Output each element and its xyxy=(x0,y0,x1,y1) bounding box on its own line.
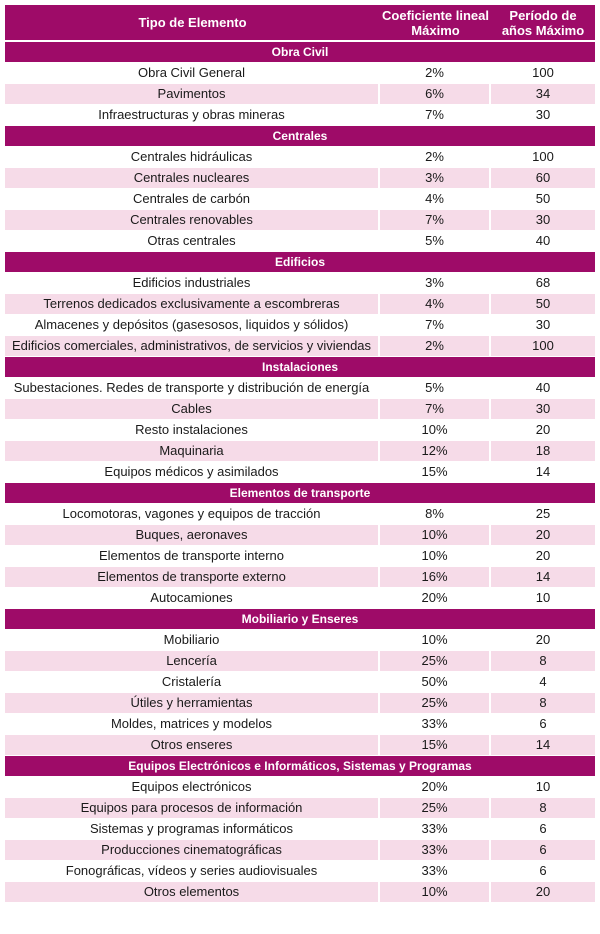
cell-coeficiente: 10% xyxy=(380,546,491,567)
cell-tipo-elemento: Edificios comerciales, administrativos, de servicios y viviendas xyxy=(5,336,380,357)
cell-tipo-elemento: Lencería xyxy=(5,651,380,672)
cell-periodo: 20 xyxy=(491,420,595,441)
cell-coeficiente: 3% xyxy=(380,168,491,189)
cell-tipo-elemento: Almacenes y depósitos (gasesosos, liquidos y sólidos) xyxy=(5,315,380,336)
table-row xyxy=(5,105,595,126)
table-header-row xyxy=(5,5,595,42)
header-tipo-elemento xyxy=(5,5,380,42)
cell-periodo: 8 xyxy=(491,651,595,672)
cell-coeficiente: 25% xyxy=(380,798,491,819)
cell-tipo-elemento: Otros elementos xyxy=(5,882,380,903)
table-row xyxy=(5,63,595,84)
cell-coeficiente: 6% xyxy=(380,84,491,105)
table-row xyxy=(5,798,595,819)
table-row xyxy=(5,294,595,315)
cell-tipo-elemento: Subestaciones. Redes de transporte y distribución de energía xyxy=(5,378,380,399)
cell-periodo: 10 xyxy=(491,777,595,798)
cell-tipo-elemento: Elementos de transporte interno xyxy=(5,546,380,567)
header-coef-line1: Coeficiente lineal xyxy=(382,7,489,23)
table-row xyxy=(5,735,595,756)
table-row xyxy=(5,84,595,105)
section-header-row xyxy=(5,252,595,273)
header-periodo xyxy=(491,5,595,42)
cell-periodo: 100 xyxy=(491,63,595,84)
cell-tipo-elemento: Centrales renovables xyxy=(5,210,380,231)
cell-coeficiente: 10% xyxy=(380,525,491,546)
cell-coeficiente: 7% xyxy=(380,210,491,231)
cell-tipo-elemento: Producciones cinematográficas xyxy=(5,840,380,861)
cell-coeficiente: 33% xyxy=(380,861,491,882)
section-header-row xyxy=(5,357,595,378)
cell-periodo: 100 xyxy=(491,147,595,168)
cell-coeficiente: 15% xyxy=(380,462,491,483)
section-title: Centrales xyxy=(5,126,595,147)
table-row xyxy=(5,210,595,231)
section-title: Instalaciones xyxy=(5,357,595,378)
cell-coeficiente: 10% xyxy=(380,882,491,903)
table-row xyxy=(5,147,595,168)
table-row xyxy=(5,273,595,294)
cell-tipo-elemento: Autocamiones xyxy=(5,588,380,609)
table-row xyxy=(5,693,595,714)
cell-periodo: 20 xyxy=(491,882,595,903)
cell-tipo-elemento: Cables xyxy=(5,399,380,420)
section-title: Elementos de transporte xyxy=(5,483,595,504)
cell-periodo: 50 xyxy=(491,189,595,210)
cell-periodo: 30 xyxy=(491,315,595,336)
cell-periodo: 8 xyxy=(491,798,595,819)
cell-coeficiente: 10% xyxy=(380,420,491,441)
cell-coeficiente: 7% xyxy=(380,399,491,420)
table-row xyxy=(5,315,595,336)
cell-periodo: 14 xyxy=(491,735,595,756)
cell-periodo: 18 xyxy=(491,441,595,462)
cell-periodo: 34 xyxy=(491,84,595,105)
cell-periodo: 8 xyxy=(491,693,595,714)
cell-coeficiente: 3% xyxy=(380,273,491,294)
table-row xyxy=(5,672,595,693)
cell-coeficiente: 15% xyxy=(380,735,491,756)
table-row xyxy=(5,378,595,399)
table-row xyxy=(5,630,595,651)
cell-tipo-elemento: Centrales de carbón xyxy=(5,189,380,210)
table-row xyxy=(5,546,595,567)
cell-periodo: 68 xyxy=(491,273,595,294)
section-title: Mobiliario y Enseres xyxy=(5,609,595,630)
cell-coeficiente: 20% xyxy=(380,777,491,798)
cell-periodo: 20 xyxy=(491,546,595,567)
table-row xyxy=(5,840,595,861)
table-row xyxy=(5,714,595,735)
cell-coeficiente: 10% xyxy=(380,630,491,651)
cell-tipo-elemento: Equipos para procesos de información xyxy=(5,798,380,819)
cell-periodo: 10 xyxy=(491,588,595,609)
table-row xyxy=(5,420,595,441)
cell-tipo-elemento: Centrales hidráulicas xyxy=(5,147,380,168)
table-row xyxy=(5,441,595,462)
cell-periodo: 40 xyxy=(491,378,595,399)
cell-periodo: 100 xyxy=(491,336,595,357)
cell-periodo: 14 xyxy=(491,462,595,483)
cell-periodo: 6 xyxy=(491,819,595,840)
cell-tipo-elemento: Resto instalaciones xyxy=(5,420,380,441)
cell-tipo-elemento: Cristalería xyxy=(5,672,380,693)
cell-periodo: 6 xyxy=(491,840,595,861)
cell-coeficiente: 4% xyxy=(380,189,491,210)
cell-tipo-elemento: Equipos médicos y asimilados xyxy=(5,462,380,483)
cell-periodo: 30 xyxy=(491,210,595,231)
table-row xyxy=(5,189,595,210)
cell-tipo-elemento: Otros enseres xyxy=(5,735,380,756)
cell-tipo-elemento: Obra Civil General xyxy=(5,63,380,84)
cell-coeficiente: 16% xyxy=(380,567,491,588)
cell-periodo: 30 xyxy=(491,105,595,126)
header-periodo-line2: años Máximo xyxy=(501,22,585,38)
table-row xyxy=(5,651,595,672)
header-coef-line2: Máximo xyxy=(411,22,460,38)
cell-coeficiente: 7% xyxy=(380,105,491,126)
cell-periodo: 4 xyxy=(491,672,595,693)
cell-tipo-elemento: Mobiliario xyxy=(5,630,380,651)
header-periodo-line1: Período de xyxy=(509,7,577,23)
table-body xyxy=(5,42,595,903)
cell-coeficiente: 50% xyxy=(380,672,491,693)
cell-periodo: 14 xyxy=(491,567,595,588)
table-row xyxy=(5,882,595,903)
cell-coeficiente: 5% xyxy=(380,231,491,252)
cell-periodo: 20 xyxy=(491,630,595,651)
table-row xyxy=(5,777,595,798)
cell-periodo: 60 xyxy=(491,168,595,189)
table-row xyxy=(5,567,595,588)
cell-tipo-elemento: Infraestructuras y obras mineras xyxy=(5,105,380,126)
section-title: Edificios xyxy=(5,252,595,273)
header-coeficiente xyxy=(380,5,491,42)
section-header-row xyxy=(5,483,595,504)
table-row xyxy=(5,861,595,882)
table-row xyxy=(5,504,595,525)
cell-tipo-elemento: Edificios industriales xyxy=(5,273,380,294)
cell-coeficiente: 12% xyxy=(380,441,491,462)
cell-tipo-elemento: Útiles y herramientas xyxy=(5,693,380,714)
cell-periodo: 6 xyxy=(491,861,595,882)
cell-tipo-elemento: Maquinaria xyxy=(5,441,380,462)
cell-tipo-elemento: Sistemas y programas informáticos xyxy=(5,819,380,840)
table-row xyxy=(5,168,595,189)
cell-periodo: 30 xyxy=(491,399,595,420)
cell-coeficiente: 5% xyxy=(380,378,491,399)
table-row xyxy=(5,525,595,546)
table-row xyxy=(5,231,595,252)
cell-tipo-elemento: Elementos de transporte externo xyxy=(5,567,380,588)
section-header-row xyxy=(5,609,595,630)
cell-coeficiente: 33% xyxy=(380,840,491,861)
section-header-row xyxy=(5,756,595,777)
cell-coeficiente: 33% xyxy=(380,714,491,735)
cell-periodo: 6 xyxy=(491,714,595,735)
table-row xyxy=(5,819,595,840)
table-row xyxy=(5,588,595,609)
cell-tipo-elemento: Fonográficas, vídeos y series audiovisuales xyxy=(5,861,380,882)
cell-tipo-elemento: Centrales nucleares xyxy=(5,168,380,189)
cell-coeficiente: 2% xyxy=(380,63,491,84)
cell-tipo-elemento: Moldes, matrices y modelos xyxy=(5,714,380,735)
cell-tipo-elemento: Locomotoras, vagones y equipos de tracción xyxy=(5,504,380,525)
section-title: Obra Civil xyxy=(5,42,595,63)
table-row xyxy=(5,336,595,357)
cell-periodo: 20 xyxy=(491,525,595,546)
amortization-table xyxy=(5,5,595,903)
cell-coeficiente: 25% xyxy=(380,693,491,714)
cell-tipo-elemento: Equipos electrónicos xyxy=(5,777,380,798)
cell-coeficiente: 2% xyxy=(380,336,491,357)
cell-coeficiente: 8% xyxy=(380,504,491,525)
cell-periodo: 25 xyxy=(491,504,595,525)
section-header-row xyxy=(5,42,595,63)
cell-periodo: 40 xyxy=(491,231,595,252)
cell-coeficiente: 2% xyxy=(380,147,491,168)
cell-coeficiente: 4% xyxy=(380,294,491,315)
header-tipo-label: Tipo de Elemento xyxy=(138,15,247,30)
table-row xyxy=(5,399,595,420)
cell-tipo-elemento: Otras centrales xyxy=(5,231,380,252)
cell-coeficiente: 25% xyxy=(380,651,491,672)
cell-tipo-elemento: Terrenos dedicados exclusivamente a escombreras xyxy=(5,294,380,315)
cell-tipo-elemento: Pavimentos xyxy=(5,84,380,105)
section-title: Equipos Electrónicos e Informáticos, Sistemas y Programas xyxy=(5,756,595,777)
cell-tipo-elemento: Buques, aeronaves xyxy=(5,525,380,546)
section-header-row xyxy=(5,126,595,147)
cell-coeficiente: 7% xyxy=(380,315,491,336)
cell-coeficiente: 20% xyxy=(380,588,491,609)
table-row xyxy=(5,462,595,483)
cell-coeficiente: 33% xyxy=(380,819,491,840)
cell-periodo: 50 xyxy=(491,294,595,315)
